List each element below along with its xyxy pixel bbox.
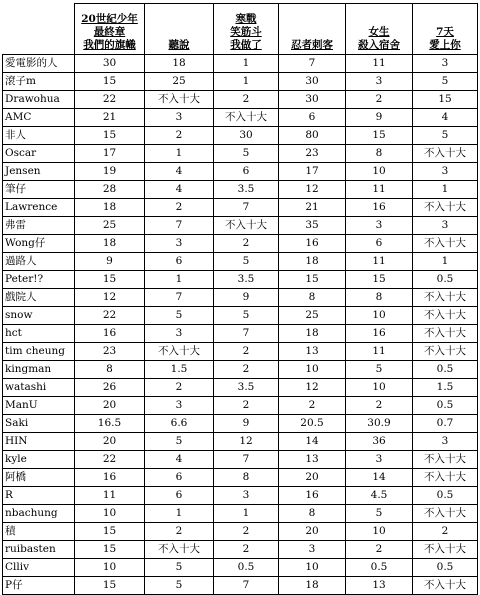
predictor-name: Oscar: [3, 145, 75, 163]
prediction-cell: 3: [346, 451, 413, 469]
prediction-cell: 21: [75, 109, 145, 127]
prediction-cell: 不入十大: [413, 469, 478, 487]
prediction-cell: 30: [279, 73, 346, 91]
prediction-cell: 4: [413, 109, 478, 127]
prediction-cell: 2: [145, 127, 214, 145]
prediction-cell: 26: [75, 379, 145, 397]
prediction-cell: 不入十大: [413, 307, 478, 325]
prediction-cell: 3: [413, 163, 478, 181]
prediction-cell: 18: [75, 235, 145, 253]
prediction-cell: 0.5: [413, 487, 478, 505]
prediction-cell: 2: [214, 541, 279, 559]
prediction-cell: 7: [145, 217, 214, 235]
table-row: [3, 109, 478, 127]
table-row: [3, 397, 478, 415]
prediction-cell: 不入十大: [214, 109, 279, 127]
prediction-cell: 2: [346, 397, 413, 415]
table-row: [3, 577, 478, 595]
prediction-cell: 30: [279, 91, 346, 109]
predictor-name: R: [3, 487, 75, 505]
prediction-cell: 15: [346, 271, 413, 289]
predictor-name: 過路人: [3, 253, 75, 271]
prediction-cell: 10: [346, 307, 413, 325]
prediction-cell: 0.5: [413, 271, 478, 289]
prediction-cell: 7: [145, 289, 214, 307]
predictor-name: 積: [3, 523, 75, 541]
prediction-cell: 2: [279, 397, 346, 415]
prediction-cell: 9: [346, 109, 413, 127]
table-row: [3, 559, 478, 577]
table-row: [3, 523, 478, 541]
prediction-cell: 8: [279, 505, 346, 523]
prediction-cell: 9: [214, 415, 279, 433]
table-row: [3, 289, 478, 307]
predictor-name: 弗雷: [3, 217, 75, 235]
prediction-cell: 1: [214, 505, 279, 523]
prediction-cell: 3: [279, 541, 346, 559]
prediction-cell: 2: [214, 523, 279, 541]
prediction-cell: 20: [75, 433, 145, 451]
prediction-cell: 2: [145, 199, 214, 217]
prediction-cell: 5: [413, 127, 478, 145]
prediction-cell: 不入十大: [413, 145, 478, 163]
prediction-cell: 1: [413, 253, 478, 271]
table-row: [3, 433, 478, 451]
prediction-cell: 12: [279, 181, 346, 199]
prediction-cell: 25: [279, 307, 346, 325]
predictor-name: kingman: [3, 361, 75, 379]
prediction-cell: 不入十大: [413, 235, 478, 253]
prediction-cell: 不入十大: [413, 577, 478, 595]
table-row: [3, 541, 478, 559]
prediction-cell: 6: [145, 469, 214, 487]
prediction-cell: 3: [346, 73, 413, 91]
header-movie-hear-me: 聽說: [145, 4, 214, 55]
prediction-cell: 18: [279, 325, 346, 343]
predictor-name: Jensen: [3, 163, 75, 181]
prediction-cell: 0.5: [413, 559, 478, 577]
prediction-cell: 18: [75, 199, 145, 217]
prediction-cell: 16: [75, 469, 145, 487]
prediction-cell: 3: [145, 325, 214, 343]
prediction-cell: 10: [279, 361, 346, 379]
prediction-cell: 不入十大: [145, 541, 214, 559]
prediction-cell: 不入十大: [413, 343, 478, 361]
prediction-cell: 21: [279, 199, 346, 217]
header-movie-girls-dorm: 女生 殺入宿舍: [346, 4, 413, 55]
predictor-name: 筆仔: [3, 181, 75, 199]
predictor-name: kyle: [3, 451, 75, 469]
prediction-cell: 7: [279, 55, 346, 73]
prediction-cell: 15: [279, 271, 346, 289]
prediction-cell: 不入十大: [413, 541, 478, 559]
prediction-cell: 16: [279, 487, 346, 505]
prediction-cell: 0.5: [346, 559, 413, 577]
prediction-cell: 10: [279, 559, 346, 577]
prediction-cell: 1.5: [145, 361, 214, 379]
prediction-cell: 15: [75, 523, 145, 541]
prediction-cell: 7: [214, 451, 279, 469]
prediction-cell: 2: [346, 541, 413, 559]
header-movie-ninja-assassin: 忍者刺客: [279, 4, 346, 55]
prediction-cell: 18: [279, 577, 346, 595]
prediction-cell: 3: [145, 109, 214, 127]
prediction-cell: 18: [279, 253, 346, 271]
predictor-name: 愛電影的人: [3, 55, 75, 73]
table-row: [3, 217, 478, 235]
table-row: [3, 163, 478, 181]
predictor-name: Wong仔: [3, 235, 75, 253]
prediction-cell: 5: [145, 307, 214, 325]
prediction-cell: 30.9: [346, 415, 413, 433]
prediction-cell: 22: [75, 91, 145, 109]
prediction-cell: 1: [145, 505, 214, 523]
predictor-name: 阿橋: [3, 469, 75, 487]
prediction-cell: 11: [346, 55, 413, 73]
prediction-cell: 13: [279, 451, 346, 469]
prediction-cell: 0.5: [413, 361, 478, 379]
prediction-cell: 11: [346, 181, 413, 199]
box-office-prediction-table: [2, 3, 478, 595]
prediction-cell: 80: [279, 127, 346, 145]
prediction-cell: 不入十大: [145, 343, 214, 361]
prediction-cell: 不入十大: [413, 289, 478, 307]
predictor-name: HIN: [3, 433, 75, 451]
prediction-cell: 30: [214, 127, 279, 145]
prediction-cell: 3: [214, 487, 279, 505]
prediction-cell: 2: [413, 523, 478, 541]
prediction-cell: 10: [75, 505, 145, 523]
prediction-cell: 8: [346, 145, 413, 163]
prediction-cell: 20: [75, 397, 145, 415]
prediction-cell: 12: [75, 289, 145, 307]
prediction-cell: 5: [214, 307, 279, 325]
predictor-name: Drawohua: [3, 91, 75, 109]
prediction-cell: 7: [214, 325, 279, 343]
predictor-name: ruibasten: [3, 541, 75, 559]
prediction-cell: 不入十大: [413, 199, 478, 217]
prediction-cell: 7: [214, 199, 279, 217]
table-body: [3, 55, 478, 595]
prediction-cell: 15: [346, 127, 413, 145]
header-row: [3, 4, 478, 55]
prediction-cell: 15: [75, 271, 145, 289]
table-row: [3, 271, 478, 289]
prediction-cell: 13: [346, 577, 413, 595]
prediction-cell: 3: [413, 55, 478, 73]
table-row: [3, 253, 478, 271]
table-row: [3, 145, 478, 163]
prediction-cell: 8: [214, 469, 279, 487]
table-row: [3, 505, 478, 523]
prediction-cell: 不入十大: [145, 91, 214, 109]
prediction-cell: 3: [413, 433, 478, 451]
predictor-name: watashi: [3, 379, 75, 397]
table-row: [3, 379, 478, 397]
prediction-cell: 1: [145, 145, 214, 163]
prediction-cell: 9: [75, 253, 145, 271]
prediction-cell: 8: [279, 289, 346, 307]
prediction-cell: 11: [75, 487, 145, 505]
table-row: [3, 235, 478, 253]
predictor-name: Lawrence: [3, 199, 75, 217]
prediction-cell: 15: [75, 127, 145, 145]
prediction-cell: 2: [214, 361, 279, 379]
prediction-cell: 20: [279, 523, 346, 541]
prediction-cell: 14: [279, 433, 346, 451]
prediction-cell: 8: [75, 361, 145, 379]
prediction-cell: 18: [145, 55, 214, 73]
prediction-cell: 25: [145, 73, 214, 91]
predictor-name: 戲院人: [3, 289, 75, 307]
predictor-name: AMC: [3, 109, 75, 127]
prediction-cell: 16.5: [75, 415, 145, 433]
predictor-name: tim cheung: [3, 343, 75, 361]
table-row: [3, 73, 478, 91]
prediction-cell: 30: [75, 55, 145, 73]
predictor-name: 滾子m: [3, 73, 75, 91]
prediction-cell: 2: [214, 91, 279, 109]
prediction-cell: 5: [413, 73, 478, 91]
prediction-cell: 5: [346, 361, 413, 379]
predictor-name: 非人: [3, 127, 75, 145]
prediction-cell: 不入十大: [413, 325, 478, 343]
prediction-cell: 0.5: [214, 559, 279, 577]
prediction-cell: 4.5: [346, 487, 413, 505]
header-movie-3: 寒戰 笑筋斗 我做了: [214, 4, 279, 55]
prediction-cell: 15: [75, 577, 145, 595]
predictor-name: P仔: [3, 577, 75, 595]
prediction-cell: 7: [214, 577, 279, 595]
prediction-cell: 不入十大: [413, 505, 478, 523]
prediction-cell: 6: [145, 253, 214, 271]
prediction-cell: 不入十大: [214, 217, 279, 235]
table-row: [3, 343, 478, 361]
prediction-cell: 11: [346, 343, 413, 361]
prediction-cell: 1: [145, 271, 214, 289]
prediction-cell: 16: [75, 325, 145, 343]
prediction-cell: 17: [279, 163, 346, 181]
predictor-name: Peter!?: [3, 271, 75, 289]
prediction-cell: 10: [346, 379, 413, 397]
prediction-cell: 15: [75, 73, 145, 91]
prediction-cell: 15: [75, 541, 145, 559]
prediction-cell: 6: [214, 163, 279, 181]
prediction-cell: 12: [214, 433, 279, 451]
header-movie-20th-century-boys: 20世紀少年 最終章 我們的旗幟: [75, 4, 145, 55]
prediction-cell: 0.5: [413, 397, 478, 415]
prediction-cell: 11: [346, 253, 413, 271]
prediction-cell: 4: [145, 181, 214, 199]
prediction-cell: 16: [346, 325, 413, 343]
table-row: [3, 325, 478, 343]
table-row: [3, 469, 478, 487]
prediction-cell: 1.5: [413, 379, 478, 397]
table-row: [3, 487, 478, 505]
prediction-cell: 22: [75, 307, 145, 325]
prediction-cell: 2: [214, 397, 279, 415]
predictor-name: Clliv: [3, 559, 75, 577]
prediction-cell: 5: [214, 253, 279, 271]
prediction-cell: 25: [75, 217, 145, 235]
header-blank: [3, 4, 75, 55]
prediction-cell: 2: [214, 343, 279, 361]
prediction-cell: 5: [145, 433, 214, 451]
prediction-cell: 10: [346, 163, 413, 181]
prediction-cell: 20.5: [279, 415, 346, 433]
prediction-cell: 不入十大: [413, 451, 478, 469]
prediction-cell: 20: [279, 469, 346, 487]
prediction-cell: 3.5: [214, 181, 279, 199]
prediction-cell: 3: [413, 217, 478, 235]
table-row: [3, 307, 478, 325]
table-row: [3, 361, 478, 379]
prediction-cell: 36: [346, 433, 413, 451]
prediction-cell: 3: [145, 235, 214, 253]
prediction-cell: 2: [214, 235, 279, 253]
table-row: [3, 55, 478, 73]
prediction-cell: 1: [214, 55, 279, 73]
prediction-cell: 6.6: [145, 415, 214, 433]
prediction-cell: 28: [75, 181, 145, 199]
prediction-cell: 5: [346, 505, 413, 523]
predictor-name: snow: [3, 307, 75, 325]
prediction-cell: 17: [75, 145, 145, 163]
prediction-cell: 19: [75, 163, 145, 181]
prediction-cell: 1: [413, 181, 478, 199]
prediction-cell: 15: [413, 91, 478, 109]
prediction-cell: 4: [145, 163, 214, 181]
table-row: [3, 451, 478, 469]
table-row: [3, 91, 478, 109]
predictor-name: hct: [3, 325, 75, 343]
prediction-cell: 0.7: [413, 415, 478, 433]
prediction-cell: 16: [346, 199, 413, 217]
table-row: [3, 415, 478, 433]
prediction-cell: 23: [75, 343, 145, 361]
predictor-name: Saki: [3, 415, 75, 433]
prediction-cell: 13: [279, 343, 346, 361]
prediction-cell: 12: [279, 379, 346, 397]
prediction-cell: 2: [145, 523, 214, 541]
header-movie-7-days: 7天 愛上你: [413, 4, 478, 55]
prediction-cell: 2: [346, 91, 413, 109]
prediction-cell: 3: [346, 217, 413, 235]
prediction-cell: 9: [214, 289, 279, 307]
prediction-cell: 14: [346, 469, 413, 487]
prediction-cell: 3.5: [214, 379, 279, 397]
table-row: [3, 199, 478, 217]
prediction-cell: 10: [75, 559, 145, 577]
prediction-cell: 3: [145, 397, 214, 415]
prediction-cell: 1: [214, 73, 279, 91]
prediction-cell: 23: [279, 145, 346, 163]
predictor-name: ManU: [3, 397, 75, 415]
table-row: [3, 127, 478, 145]
prediction-cell: 6: [279, 109, 346, 127]
prediction-cell: 22: [75, 451, 145, 469]
prediction-cell: 35: [279, 217, 346, 235]
prediction-cell: 5: [145, 577, 214, 595]
prediction-cell: 2: [145, 379, 214, 397]
prediction-cell: 10: [346, 523, 413, 541]
prediction-cell: 16: [279, 235, 346, 253]
prediction-cell: 4: [145, 451, 214, 469]
predictor-name: nbachung: [3, 505, 75, 523]
prediction-cell: 6: [145, 487, 214, 505]
prediction-cell: 3.5: [214, 271, 279, 289]
prediction-cell: 8: [346, 289, 413, 307]
prediction-cell: 5: [145, 559, 214, 577]
prediction-cell: 5: [214, 145, 279, 163]
prediction-cell: 6: [346, 235, 413, 253]
table-row: [3, 181, 478, 199]
